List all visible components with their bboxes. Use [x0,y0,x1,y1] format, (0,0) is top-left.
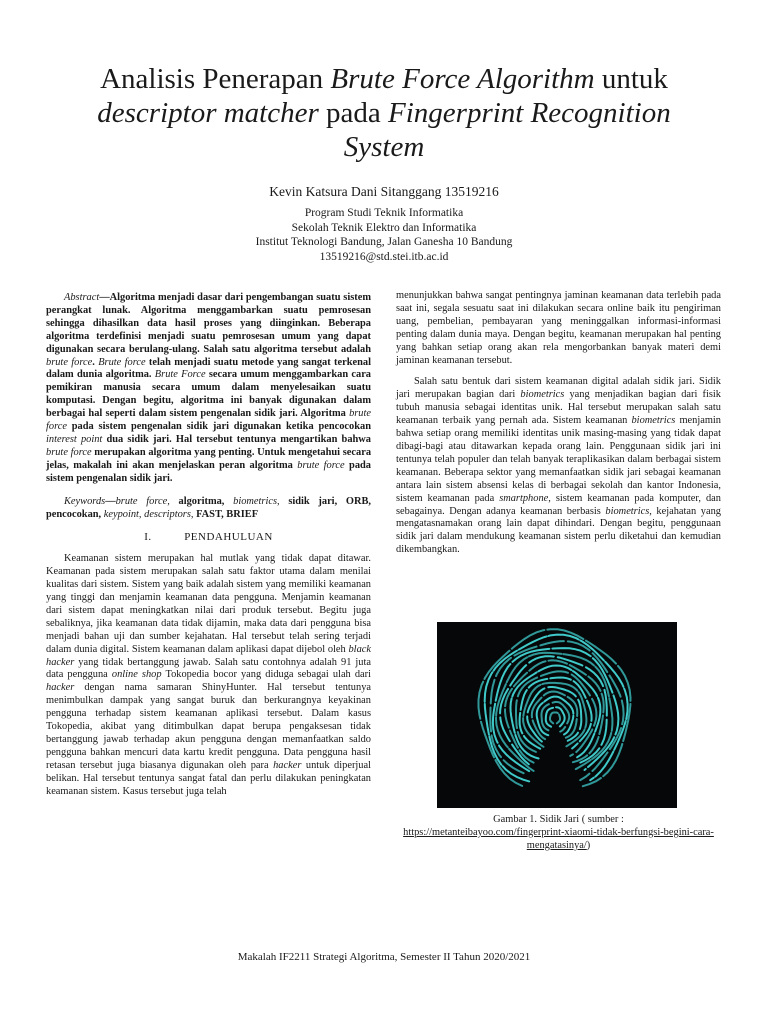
abstract: Abstract—Algoritma menjadi dasar dari pengembangan suatu sistem perangkat lunak. Algoritma menggambarkan suatu pemrosesan sehingga dihasilkan data hasil proses yang diinginkan. Beberapa algoritma terdefinisi menjadi suatu pemrosesan umum yang dapat digunakan secara berulang-ulang. Salah satu algoritma tersebut adalah brute force. Brute force telah menjadi suatu metode yang sangat terkenal dalam dunia algoritma. Brute Force secara umum menggambarkan cara pemikiran manusia secara umum dalam menyelesaikan suatu komputasi. Dengan begitu, algoritma ini banyak digunakan dalam berbagai hal seperti dalam sistem pengenalan sidik jari. Algoritma brute force pada sistem pengenalan sidik jari digunakan ketika pencocokan interest point dua sidik jari. Hal tersebut tentunya mengartikan bahwa brute force merupakan algoritma yang penting. Untuk mengetahui secara jelas, makalah ini akan menjelaskan peran algoritma brute force pada sistem pengenalan sidik jari. [46,292,372,484]
fingerprint-ridge [532,692,578,740]
affiliation-line: Program Studi Teknik Informatika [304,207,464,219]
affiliation-line: Institut Teknologi Bandung, Jalan Ganesha 10 Bandung [255,236,513,248]
body-paragraph: menunjukkan bahwa sangat pentingnya jaminan keamanan data terlebih pada saat ini, segala sesuatu saat ini dilakukan secara online baik itu pengiriman uang, pembelian, pembayaran yang meninggalkan informasi-informasi penting dalam dunia maya. Dengan begitu, keamanan merupakan hal penting yang bahkan setiap orang akan rela mengorbankan banyak materi demi jaminan keamanan tersebut. [396,290,721,366]
fingerprint-ridge [516,671,596,756]
fingerprint-ridge [546,707,565,726]
paper-title: Analisis Penerapan Brute Force Algorithm untuk descriptor matcher pada Fingerprint Recognition System [97,63,671,163]
fingerprint-image [437,622,677,808]
body-paragraph: Keamanan sistem merupakan hal mutlak yang tidak dapat ditawar. Keamanan pada sistem merupakan salah satu faktor utama dalam menilai kualitas dari sistem. Sistem yang baik adalah sistem yang memiliki keamanan yang tinggi dan menjamin keamanan data pengguna. Menjamin keamanan dari sistem dapat meningkatkan nilai dari produk tersebut. Begitu juga sebaliknya, jika keamanan data tidak dijamin, maka data dari pengguna bisa menjadi bahan uji dan sumber kejahatan. Hal tersebut telah sering terjadi dalam dunia digital. Sistem keamanan dalam aplikasi dapat dijebol oleh black hacker yang tidak bertanggung jawab. Salah satu contohnya adalah 91 juta data pengguna online shop Tokopedia bocor yang diduga sebagai ulah dari hacker dengan nama samaran ShinyHunter. Hal tersebut tentunya menimbulkan dampak yang sangat buruk dan berkurangnya keyakinan pengguna terhadap sistem keamanan aplikasi tersebut. Dalam kasus Tokopedia, akibat yang ditimbulkan dapat berupa pengaksesan tidak bertanggung jawab terhadap akun pengguna dengan memanfaatkan saldo pengguna bahkan mencuri data kartu kredit pengguna. Data pengguna hasil retasan tersebut juga biasanya digunakan oleh para hacker untuk diperjual belikan. Hal tersebut tentunya sangat fatal dan perlu dilakukan peningkatan keamanan sistem. Kasus tersebut juga telah [46,553,371,797]
fingerprint-ridge [505,660,604,762]
section-heading [46,531,371,544]
author-affiliation [0,206,768,264]
left-column [46,292,371,799]
author-email: 13519216@std.stei.itb.ac.id [319,250,449,263]
section-number: I. [144,531,152,544]
caption-source-link[interactable]: https://metanteibayoo.com/fingerprint-xiaomi-tidak-berfungsi-begini-cara-mengatasinya/ [403,827,714,851]
page-footer: Makalah IF2211 Strategi Algoritma, Semester II Tahun 2020/2021 [237,951,531,963]
keywords: Keywords—brute force, algoritma, biometrics, sidik jari, ORB, pencocokan, keypoint, descriptors, FAST, BRIEF [46,495,371,520]
fingerprint-ridge [550,713,560,724]
affiliation-line: Sekolah Teknik Elektro dan Informatika [291,221,477,234]
section-title: PENDAHULUAN [184,531,273,544]
author-name: Kevin Katsura Dani Sitanggang 13519216 [269,184,499,199]
fingerprint-illustration [437,622,677,808]
figure-caption: Gambar 1. Sidik Jari ( sumber : https://metanteibayoo.com/fingerprint-xiaomi-tidak-berfungsi-begini-cara-mengatasinya/) [403,814,714,851]
body-paragraph: Salah satu bentuk dari sistem keamanan digital adalah sidik jari. Sidik jari merupakan bagian dari biometrics yang menjadikan bagian dari fisik tubuh manusia sebagai identitas unik. Hal tersebut merupakan salah satu keamanan terbaik yang pernah ada. Sistem keamanan biometrics menjamin bahwa setiap orang memiliki identitas unik masing-masing yang tidak dapat dibagi-bagi atau ditawarkan kepada orang lain. Penggunaan sidik jari ini tentunya telah populer dan telah banyak teraplikasikan dalam berbagai sistem keamanan. Beberapa sektor yang memanfaatkan sidik jari sebagai keamanan antara lain sistem absensi kelas di berbagai sekolah dan kantor Indonesia, sistem keamanan pada smartphone, sistem keamanan pada komputer, dan sebagainya. Dengan adanya keamanan berbasis biometrics, kejahatan yang mengatasnamakan orang lain dapat dihindari. Dengan begitu, penggunaan sidik jari dalam mendukung keamanan sistem perlu diketahui dan kemudian dikembangkan. [396,376,721,556]
right-column [396,290,721,557]
fingerprint-ridges [479,629,631,786]
